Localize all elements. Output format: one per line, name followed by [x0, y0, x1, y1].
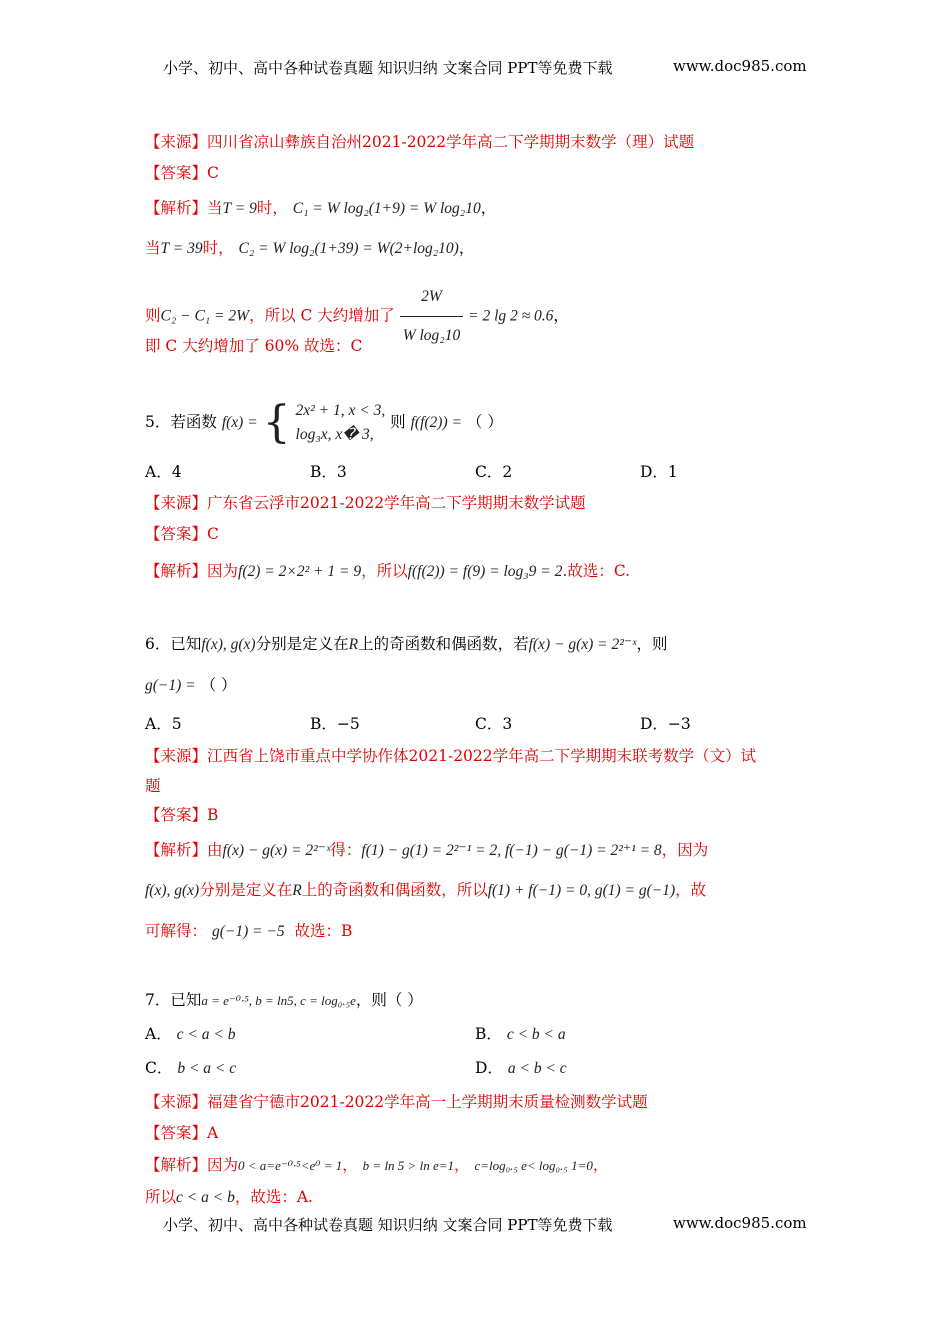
q5-fx: f(x) = [221, 414, 258, 431]
q6-text: 上的奇函数和偶函数，若 [358, 635, 529, 653]
q6-math: f(1) + f(−1) = 0, g(1) = g(−1) [487, 882, 676, 899]
q5-source-text: 广东省云浮市2021-2022学年高二下学期期末数学试题 [207, 494, 586, 512]
q4-conclusion: 即 C 大约增加了 60% 故选：C [145, 337, 363, 355]
q6-paren: （ ） [200, 676, 237, 694]
q6-source-label: 【来源】 [145, 747, 208, 765]
q6-math: R [348, 636, 359, 653]
q6-math: f(1) − g(1) = 2²⁻¹ = 2, f(−1) − g(−1) = 2²⁺¹ = 8 [361, 842, 662, 859]
q4-text: 时， [202, 239, 234, 257]
q4-analysis-line-2 [145, 238, 805, 259]
q6-answer-label: 【答案】 [145, 806, 208, 824]
q7-source [145, 1092, 805, 1112]
q7-analysis-line-2 [145, 1187, 805, 1208]
q7-option-c[interactable] [145, 1058, 236, 1079]
q6-text: ，故 [675, 881, 707, 899]
q4-text: 时， [256, 199, 288, 217]
q5-source-label: 【来源】 [145, 494, 208, 512]
q7-text: 所以 [145, 1188, 177, 1206]
q5-case-2: log₃x, x� 3, [295, 426, 374, 443]
q5-math: f(f(2)) = f(9) = log₃9 = 2 [407, 563, 563, 580]
q4-analysis-line-1 [145, 198, 805, 219]
q7-option-d[interactable] [475, 1058, 567, 1079]
q6-analysis-line-2 [145, 880, 805, 901]
q7-text: ，故选：A. [234, 1188, 313, 1206]
q7-option-a-expr: c < a < b [176, 1026, 236, 1043]
q5-stem-prefix: 5．若函数 [145, 413, 217, 431]
q6-text: 故选：B [294, 922, 353, 940]
q5-answer [145, 524, 805, 544]
q4-math: T = 39 [160, 240, 203, 257]
q7-text: ， [453, 1156, 470, 1174]
q6-option-b[interactable]: B．−5 [310, 715, 360, 733]
q5-answer-label: 【答案】 [145, 525, 208, 543]
footer-text: 小学、初中、高中各种试卷真题 知识归纳 文案合同 PPT等免费下载 [163, 1216, 613, 1234]
q7-stem-prefix: 7．已知 [145, 991, 202, 1009]
q5-stem [145, 398, 805, 447]
q6-option-c[interactable]: C．3 [475, 715, 513, 733]
q5-analysis [145, 561, 805, 582]
q7-math: b = ln 5 > ln e=1 [362, 1158, 454, 1173]
q5-brace: { [262, 397, 291, 448]
q7-text: ， [342, 1156, 358, 1174]
q7-math: a = e⁻⁰·⁵, b = ln5, c = log₀.₅e [201, 993, 356, 1008]
q5-paren: （ ） [466, 413, 503, 431]
q6-text: 分别是定义在 [255, 635, 349, 653]
q6-math: R [292, 882, 302, 899]
q4-math: T = 9 [222, 200, 257, 217]
q5-option-a[interactable]: A．4 [145, 463, 182, 481]
q6-source-text-2: 题 [145, 777, 161, 795]
q6-text: 由 [207, 841, 223, 859]
q4-analysis-label: 【解析】 [145, 199, 208, 217]
q6-answer [145, 805, 805, 825]
q4-text: ， [458, 239, 475, 257]
q4-source [145, 132, 805, 152]
q6-analysis-label: 【解析】 [145, 841, 208, 859]
q6-source [145, 746, 805, 766]
q5-case-1: 2x² + 1, x < 3, [295, 402, 386, 419]
q6-text: ，因为 [661, 841, 709, 859]
q4-answer [145, 163, 805, 183]
q6-stem-line-1 [145, 634, 805, 655]
q4-frac-den: W log₂10 [402, 327, 461, 344]
q4-math: = 2 lg 2 ≈ 0.6 [468, 307, 554, 325]
q4-source-label: 【来源】 [145, 133, 208, 151]
q4-math: C₂ = W log₂(1+39) = W(2+log₂10) [238, 240, 459, 257]
q7-stem [145, 990, 805, 1011]
q4-text: 则 [145, 306, 161, 325]
q7-source-text: 福建省宁德市2021-2022学年高一上学期期末质量检测数学试题 [207, 1093, 648, 1111]
q5-text: 因为 [207, 562, 239, 580]
q6-math: g(−1) = −5 [211, 923, 285, 940]
q7-option-c-expr: b < a < c [177, 1060, 237, 1077]
q4-text: 当 [207, 199, 223, 217]
q7-option-b-label: B． [475, 1025, 502, 1043]
q6-source-text: 江西省上饶市重点中学协作体2021-2022学年高二下学期期末联考数学（文）试 [207, 747, 757, 765]
q7-text: ， [592, 1156, 609, 1174]
q7-option-a-label: A． [145, 1025, 172, 1043]
header-text: 小学、初中、高中各种试卷真题 知识归纳 文案合同 PPT等免费下载 [163, 59, 613, 77]
q7-option-b-expr: c < b < a [506, 1026, 566, 1043]
q6-stem-prefix: 6．已知 [145, 635, 202, 653]
q7-option-a[interactable] [145, 1024, 235, 1045]
q7-analysis-line-1 [145, 1155, 805, 1176]
q6-text: 上的奇函数和偶函数，所以 [301, 881, 488, 899]
q7-math: c=log₀.₅ e< log₀.₅ 1=0 [474, 1158, 593, 1173]
q6-answer-value: B [207, 806, 219, 824]
q7-option-b[interactable] [475, 1024, 566, 1045]
q4-answer-label: 【答案】 [145, 164, 208, 182]
page-header [163, 57, 807, 78]
q6-analysis-line-3 [145, 921, 805, 942]
q7-source-label: 【来源】 [145, 1093, 208, 1111]
q4-text: 当 [145, 239, 161, 257]
q7-math: c < a < b [176, 1189, 235, 1206]
q5-option-b[interactable]: B．3 [310, 463, 347, 481]
q6-stem-line-2 [145, 675, 805, 696]
q4-text: ， [553, 306, 569, 325]
q6-text: 可解得： [145, 922, 208, 940]
q6-option-a[interactable]: A．5 [145, 715, 182, 733]
q7-text: 因为 [207, 1156, 239, 1174]
q6-math: f(x), g(x) [201, 636, 256, 653]
q4-math: C₂ − C₁ = 2W [160, 307, 250, 325]
q7-analysis-label: 【解析】 [145, 1156, 208, 1174]
q6-option-d[interactable]: D．−3 [640, 715, 691, 733]
page-footer [163, 1214, 807, 1235]
q5-stem-mid: 则 [390, 413, 406, 431]
q4-frac-num: 2W [400, 278, 463, 317]
q5-option-c[interactable]: C．2 [475, 463, 513, 481]
q6-math: f(x), g(x) [145, 882, 200, 899]
q5-analysis-label: 【解析】 [145, 562, 208, 580]
q6-analysis-line-1 [145, 840, 805, 861]
q4-math: C₁ = W log₂(1+9) = W log₂10 [292, 200, 481, 217]
q5-option-d[interactable]: D．1 [640, 463, 678, 481]
q5-text: ，所以 [361, 562, 408, 580]
q4-text: ，所以 C 大约增加了 [249, 306, 395, 325]
q6-text: 分别是定义在 [199, 881, 293, 899]
q7-text: ，则（ ） [355, 991, 423, 1009]
footer-site-link[interactable]: www.doc985.com [673, 1214, 807, 1232]
q4-source-text: 四川省凉山彝族自治州2021-2022学年高二下学期期末数学（理）试题 [207, 133, 695, 151]
q4-answer-value: C [207, 164, 219, 182]
q7-answer [145, 1123, 805, 1143]
q6-text: ，则 [636, 635, 668, 653]
q7-option-d-expr: a < b < c [507, 1060, 567, 1077]
q5-math: f(2) = 2×2² + 1 = 9 [238, 563, 362, 580]
q7-option-d-label: D． [475, 1059, 503, 1077]
q5-source [145, 493, 805, 513]
q7-math: 0 < a=e⁻⁰·⁵<e⁰ = 1 [238, 1158, 343, 1173]
q7-answer-label: 【答案】 [145, 1124, 208, 1142]
q7-answer-value: A [207, 1124, 219, 1142]
q7-option-c-label: C． [145, 1059, 173, 1077]
q6-math: g(−1) = [145, 677, 196, 694]
q5-ask: f(f(2)) = [410, 414, 462, 431]
q5-answer-value: C [207, 525, 219, 543]
q4-text: ， [480, 199, 497, 217]
q6-text: 得： [330, 841, 362, 859]
q6-source-cont [145, 776, 805, 796]
q5-text: .故选：C. [562, 562, 631, 580]
q4-analysis-line-4 [145, 336, 805, 356]
header-site-link[interactable]: www.doc985.com [673, 57, 807, 75]
q6-math: f(x) − g(x) = 2²⁻ˣ [528, 636, 637, 653]
q6-math: f(x) − g(x) = 2²⁻ˣ [222, 842, 331, 859]
q5-cases [296, 399, 386, 447]
